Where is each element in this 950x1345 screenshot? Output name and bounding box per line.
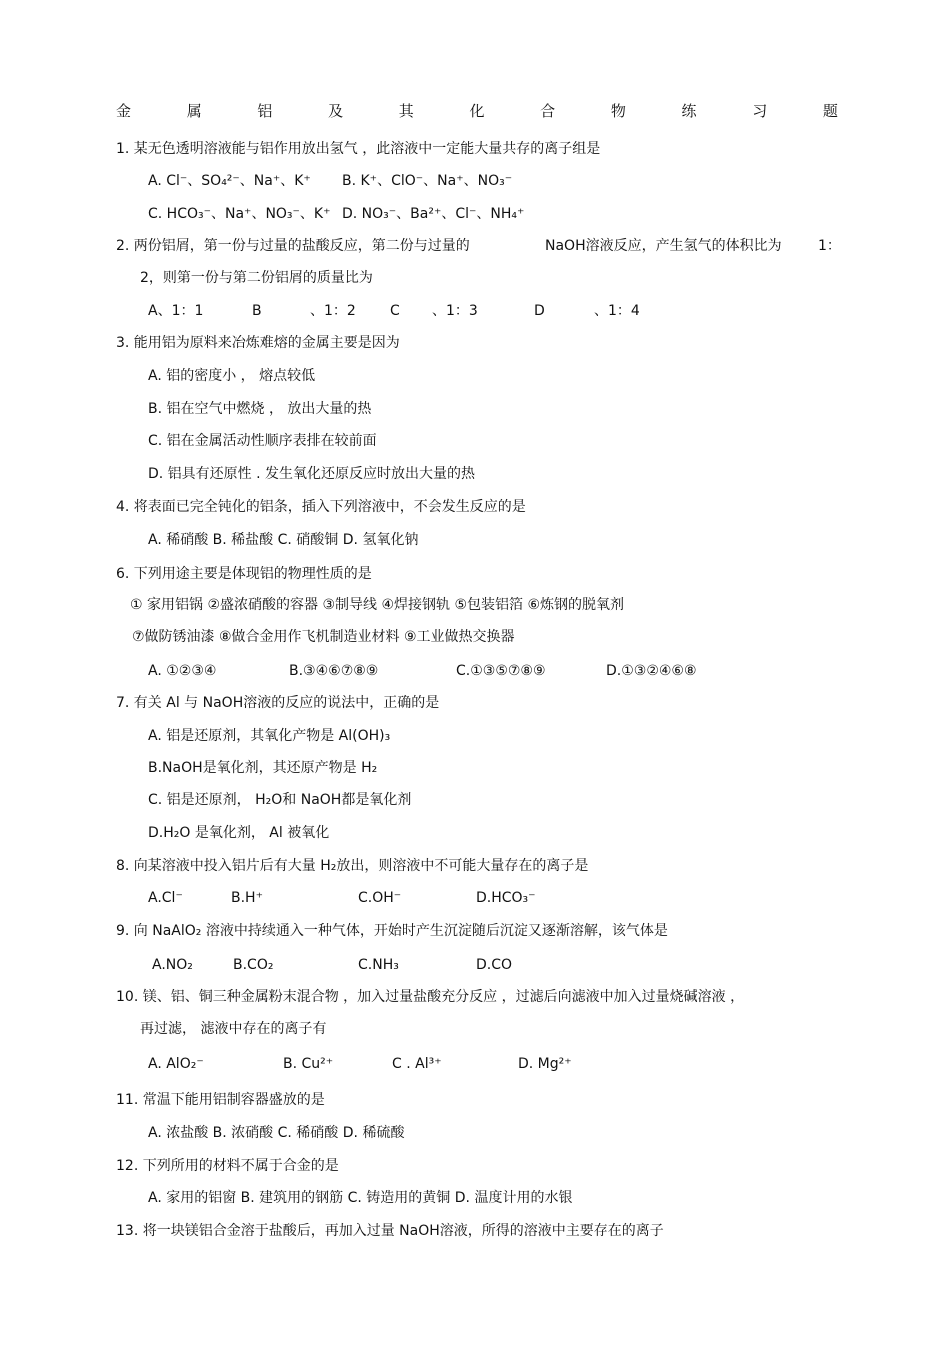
question-9-option-b: B.CO₂ xyxy=(233,957,274,973)
title-char: 练 xyxy=(681,102,697,120)
question-4-stem: 4. 将表面已完全钝化的铝条，插入下列溶液中，不会发生反应的是 xyxy=(116,499,526,515)
question-7-option-a: A. 铝是还原剂，其氧化产物是 Al(OH)₃ xyxy=(148,728,391,744)
question-1-option-b: B. K⁺、ClO⁻、Na⁺、NO₃⁻ xyxy=(342,173,513,189)
title-char: 铝 xyxy=(257,102,273,120)
question-10-option-b: B. Cu²⁺ xyxy=(283,1056,334,1072)
question-3-option-d: D. 铝具有还原性 . 发生氧化还原反应时放出大量的热 xyxy=(148,466,476,482)
question-7-stem: 7. 有关 Al 与 NaOH溶液的反应的说法中，正确的是 xyxy=(116,695,440,711)
title-char: 金 xyxy=(116,102,132,120)
question-10-stem: 10. 镁、铝、铜三种金属粉末混合物 ，加入过量盐酸充分反应 ，过滤后向滤液中加入过量烧碱溶液 ， xyxy=(116,989,745,1005)
question-7-option-d: D.H₂O 是氧化剂， Al 被氧化 xyxy=(148,825,330,841)
question-10-stem-line2: 再过滤， 滤液中存在的离子有 xyxy=(140,1021,327,1037)
question-3-option-b: B. 铝在空气中燃烧 ， 放出大量的热 xyxy=(148,401,372,417)
question-8-option-c: C.OH⁻ xyxy=(358,890,402,906)
question-8-stem: 8. 向某溶液中投入铝片后有大量 H₂放出，则溶液中不可能大量存在的离子是 xyxy=(116,858,589,874)
title-char: 题 xyxy=(822,102,838,120)
question-1-option-c: C. HCO₃⁻、Na⁺、NO₃⁻、K⁺ xyxy=(148,206,331,222)
question-3-option-a: A. 铝的密度小 ， 熔点较低 xyxy=(148,368,316,384)
question-2-option-d-value: 、1：4 xyxy=(594,303,640,319)
question-2-option-b-value: 、1：2 xyxy=(310,303,356,319)
question-2-option-c: C xyxy=(390,303,400,319)
page-title xyxy=(116,102,838,120)
question-1-option-d: D. NO₃⁻、Ba²⁺、Cl⁻、NH₄⁺ xyxy=(342,206,525,222)
question-3-stem: 3. 能用铝为原料来冶炼难熔的金属主要是因为 xyxy=(116,335,400,351)
question-8-option-a: A.Cl⁻ xyxy=(148,890,183,906)
question-6-list-line1: ① 家用铝锅 ②盛浓硝酸的容器 ③制导线 ④焊接钢轨 ⑤包装铝箔 ⑥炼钢的脱氧剂 xyxy=(130,597,625,613)
question-2-option-c-value: 、1：3 xyxy=(432,303,478,319)
title-char: 属 xyxy=(186,102,202,120)
title-char: 习 xyxy=(752,102,768,120)
question-11-stem: 11. 常温下能用铝制容器盛放的是 xyxy=(116,1092,325,1108)
title-char: 化 xyxy=(469,102,485,120)
question-6-stem: 6. 下列用途主要是体现铝的物理性质的是 xyxy=(116,566,372,582)
question-9-stem: 9. 向 NaAlO₂ 溶液中持续通入一种气体，开始时产生沉淀随后沉淀又逐渐溶解，该气体是 xyxy=(116,923,668,939)
question-6-option-b: B.③④⑥⑦⑧⑨ xyxy=(289,663,379,679)
question-2-option-d: D xyxy=(534,303,545,319)
question-8-option-d: D.HCO₃⁻ xyxy=(476,890,536,906)
question-2-option-b: B xyxy=(252,303,262,319)
title-char: 合 xyxy=(540,102,556,120)
question-1-stem: 1. 某无色透明溶液能与铝作用放出氢气 ，此溶液中一定能大量共存的离子组是 xyxy=(116,141,601,157)
question-2-stem-part: NaOH溶液反应，产生氢气的体积比为 xyxy=(545,238,782,254)
question-10-option-a: A. AlO₂⁻ xyxy=(148,1056,204,1072)
question-3-option-c: C. 铝在金属活动性顺序表排在较前面 xyxy=(148,433,377,449)
question-4-options: A. 稀硝酸 B. 稀盐酸 C. 硝酸铜 D. 氢氧化钠 xyxy=(148,532,419,548)
question-2-stem-part: 1： xyxy=(818,238,841,254)
question-11-options: A. 浓盐酸 B. 浓硝酸 C. 稀硝酸 D. 稀硫酸 xyxy=(148,1125,405,1141)
title-char: 及 xyxy=(328,102,344,120)
question-12-options: A. 家用的铝窗 B. 建筑用的钢筋 C. 铸造用的黄铜 D. 温度计用的水银 xyxy=(148,1190,573,1206)
question-2-stem: 2. 两份铝屑，第一份与过量的盐酸反应，第二份与过量的 xyxy=(116,238,470,254)
question-9-option-a: A.NO₂ xyxy=(152,957,193,973)
question-6-option-c: C.①③⑤⑦⑧⑨ xyxy=(456,663,546,679)
question-8-option-b: B.H⁺ xyxy=(231,890,263,906)
question-9-option-c: C.NH₃ xyxy=(358,957,399,973)
question-2-option-a: A、1：1 xyxy=(148,303,204,319)
question-6-list-line2: ⑦做防锈油漆 ⑧做合金用作飞机制造业材料 ⑨工业做热交换器 xyxy=(132,629,515,645)
question-1-option-a: A. Cl⁻、SO₄²⁻、Na⁺、K⁺ xyxy=(148,173,311,189)
question-10-option-d: D. Mg²⁺ xyxy=(518,1056,572,1072)
question-6-option-d: D.①③②④⑥⑧ xyxy=(606,663,697,679)
title-char: 其 xyxy=(398,102,414,120)
question-13-stem: 13. 将一块镁铝合金溶于盐酸后，再加入过量 NaOH溶液，所得的溶液中主要存在的离子 xyxy=(116,1223,664,1239)
question-6-option-a: A. ①②③④ xyxy=(148,663,217,679)
title-char: 物 xyxy=(610,102,626,120)
question-7-option-c: C. 铝是还原剂， H₂O和 NaOH都是氧化剂 xyxy=(148,792,412,808)
question-10-option-c: C . Al³⁺ xyxy=(392,1056,442,1072)
question-12-stem: 12. 下列所用的材料不属于合金的是 xyxy=(116,1158,339,1174)
question-2-stem-line2: 2，则第一份与第二份铝屑的质量比为 xyxy=(140,270,373,286)
question-7-option-b: B.NaOH是氧化剂，其还原产物是 H₂ xyxy=(148,760,378,776)
question-9-option-d: D.CO xyxy=(476,957,513,973)
